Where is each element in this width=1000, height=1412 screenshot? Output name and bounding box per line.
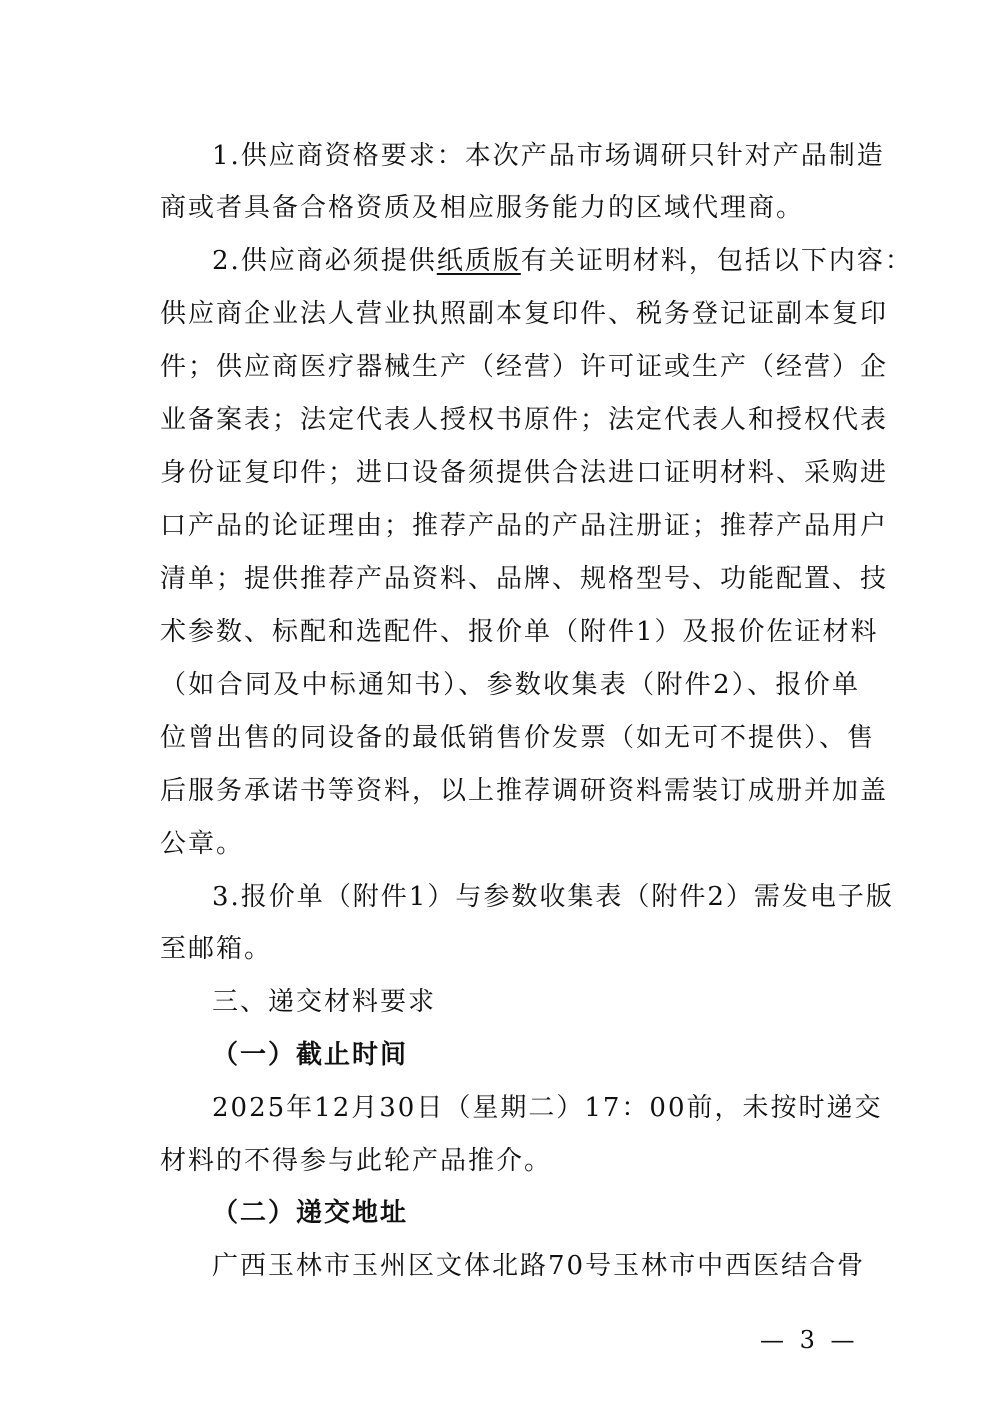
paragraph-3-line-1: 3.报价单（附件1）与参数收集表（附件2）需发电子版 xyxy=(212,882,894,912)
paragraph-2-line-1-post: 有关证明材料，包括以下内容： xyxy=(520,246,913,276)
paragraph-1-line-1: 1.供应商资格要求：本次产品市场调研只针对产品制造 xyxy=(212,141,885,171)
paper-version-emphasis: 纸质版 xyxy=(436,246,521,276)
paragraph-2-line-4: 业备案表；法定代表人授权书原件；法定代表人和授权代表 xyxy=(160,405,889,435)
address-line-1: 广西玉林市玉州区文体北路70号玉林市中西医结合骨 xyxy=(212,1251,866,1281)
paragraph-2-line-1-pre: 2.供应商必须提供 xyxy=(212,246,437,276)
paragraph-2-line-6: 口产品的论证理由；推荐产品的产品注册证；推荐产品用户 xyxy=(160,511,889,541)
paragraph-2-line-2: 供应商企业法人营业执照副本复印件、税务登记证副本复印 xyxy=(160,299,889,329)
subsection-deadline-heading: （一）截止时间 xyxy=(212,1040,409,1070)
section-3-heading: 三、递交材料要求 xyxy=(212,987,437,1017)
paragraph-2-line-10: 位曾出售的同设备的最低销售价发票（如无可不提供）、售 xyxy=(160,723,876,753)
paragraph-2-line-7: 清单；提供推荐产品资料、品牌、规格型号、功能配置、技 xyxy=(160,564,889,594)
paragraph-1-line-2: 商或者具备合格资质及相应服务能力的区域代理商。 xyxy=(160,193,805,223)
paragraph-2-line-12: 公章。 xyxy=(160,829,245,859)
deadline-line-1: 2025年12月30日（星期二）17：00前，未按时递交 xyxy=(212,1093,883,1123)
paragraph-2-line-5: 身份证复印件；进口设备须提供合法进口证明材料、采购进 xyxy=(160,458,889,488)
subsection-address-heading: （二）递交地址 xyxy=(212,1198,409,1228)
paragraph-2-line-9: （如合同及中标通知书）、参数收集表（附件2）、报价单 xyxy=(160,670,860,700)
paragraph-3-line-2: 至邮箱。 xyxy=(160,934,273,964)
page-number: — 3 — xyxy=(760,1326,859,1354)
deadline-line-2: 材料的不得参与此轮产品推介。 xyxy=(160,1146,553,1176)
paragraph-2-line-11: 后服务承诺书等资料，以上推荐调研资料需装订成册并加盖 xyxy=(160,776,889,806)
paragraph-2-line-8: 术参数、标配和选配件、报价单（附件1）及报价佐证材料 xyxy=(160,617,879,647)
paragraph-2-line-1 xyxy=(212,244,913,278)
paragraph-2-line-3: 件；供应商医疗器械生产（经营）许可证或生产（经营）企 xyxy=(160,352,889,382)
